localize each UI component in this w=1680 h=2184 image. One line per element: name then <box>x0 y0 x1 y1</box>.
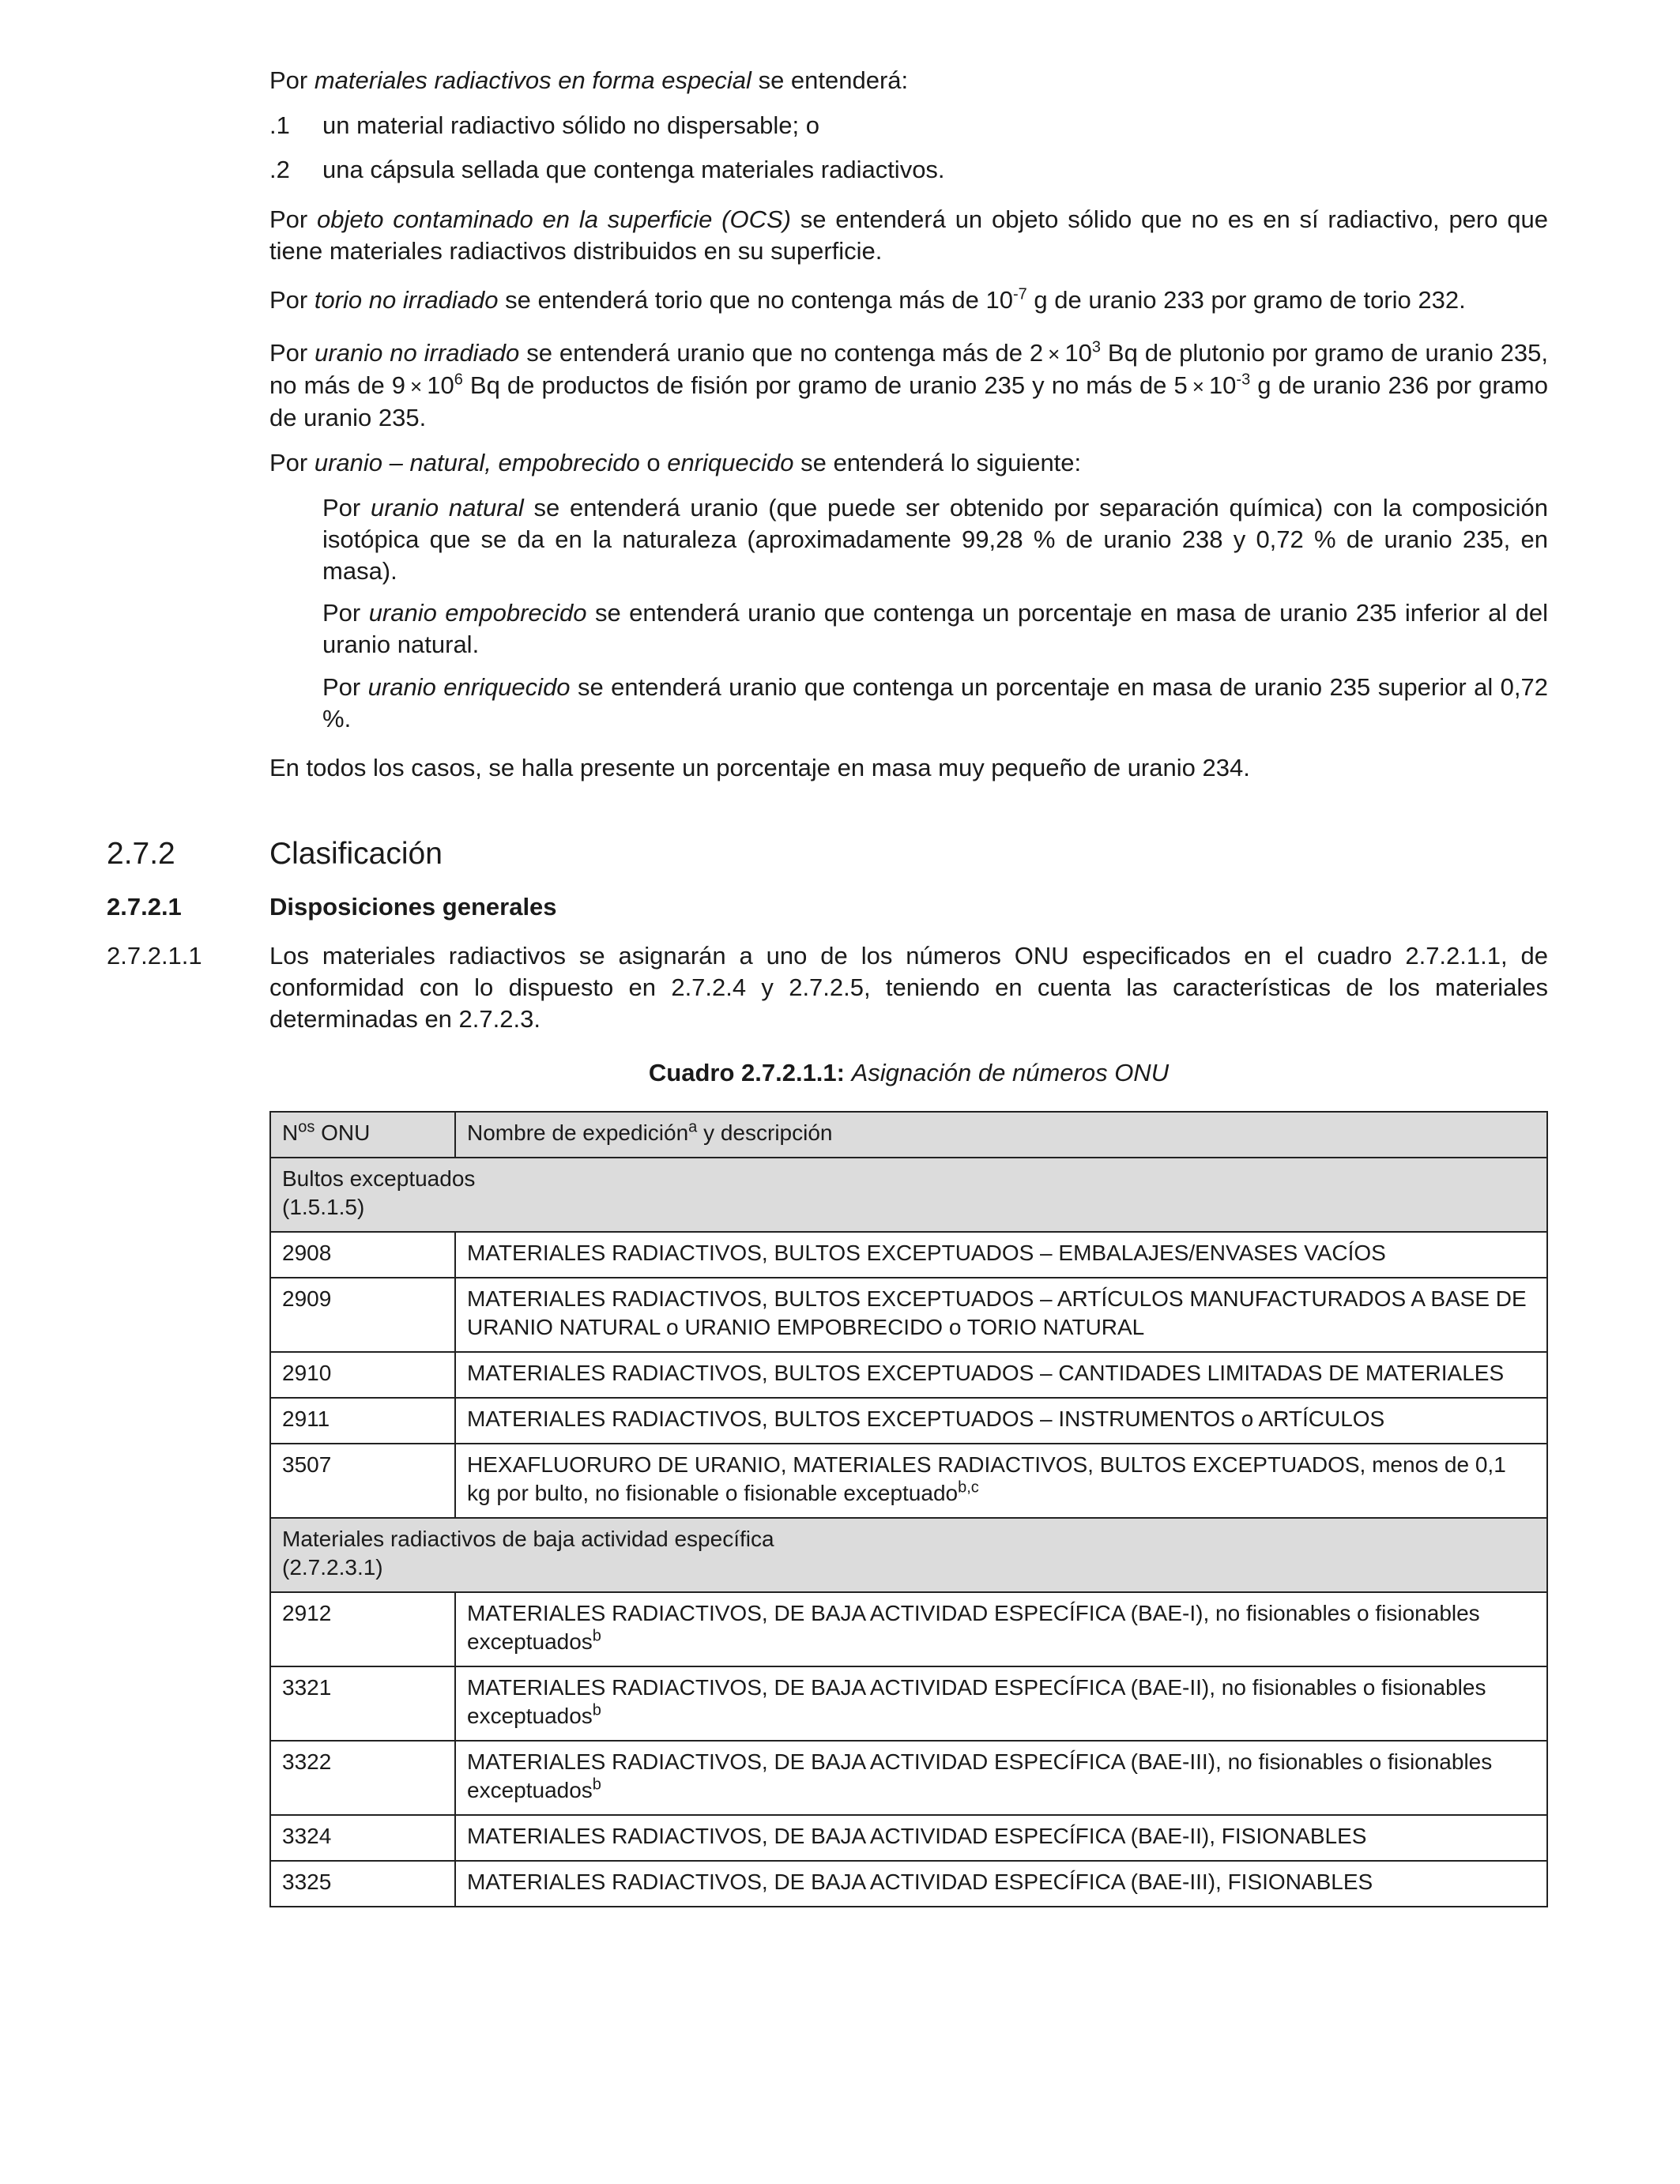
group-lsa-materials: Materiales radiactivos de baja actividad específica (2.7.2.3.1) <box>270 1518 1547 1592</box>
un-number: 3321 <box>270 1666 455 1741</box>
table-group-row <box>270 1518 1547 1592</box>
description: MATERIALES RADIACTIVOS, BULTOS EXCEPTUADOS – CANTIDADES LIMITADAS DE MATERIALES <box>455 1352 1547 1398</box>
group-excepted-packages: Bultos exceptuados (1.5.1.5) <box>270 1158 1547 1232</box>
list-marker: .2 <box>269 156 290 183</box>
subsection-title: Disposiciones generales <box>269 893 557 921</box>
table-row <box>270 1352 1547 1398</box>
paragraph-text: Los materiales radiactivos se asignarán a uno de los números ONU especificados en el cuadro 2.7.2.1.1, de conformidad con lo dispuesto en 2.7.2.4 y 2.7.2.5, teniendo en cuenta las características de los materiales determinadas en 2.7.2.3. <box>269 942 1548 1033</box>
list-item: un material radiactivo sólido no dispersable; o <box>322 111 819 139</box>
unirradiated-uranium-definition: Por uranio no irradiado se entenderá uranio que no contenga más de $2 \times 10^3$ Bq de plutonio por gramo de uranio 235, no más de $9 \times 10^6$ Bq de productos de fisión por gramo de uranio 235 y no más de $5 \times 10^{-3}$ g de uranio 236 por gramo de uranio 235. <box>269 338 1548 431</box>
table-row <box>270 1815 1547 1861</box>
table-row <box>270 1666 1547 1741</box>
un-number-table <box>269 1111 1548 1907</box>
un-number: 3322 <box>270 1741 455 1815</box>
header-un-numbers: $N^{os}$ ONU <box>270 1112 455 1158</box>
table-row <box>270 1278 1547 1352</box>
un-number: 2911 <box>270 1398 455 1444</box>
table-caption: Cuadro 2.7.2.1.1: Asignación de números ONU <box>648 1059 1170 1086</box>
un-number: 3507 <box>270 1444 455 1518</box>
description: MATERIALES RADIACTIVOS, BULTOS EXCEPTUADOS – EMBALAJES/ENVASES VACÍOS <box>455 1232 1547 1278</box>
natural-uranium-definition: Por uranio natural se entenderá uranio (que puede ser obtenido por separación química) con la composición isotópica que se da en la naturaleza (aproximadamente 99,28 % de uranio 238 y 0,72 % de uranio 235, en masa). <box>322 494 1549 585</box>
description: HEXAFLUORURO DE URANIO, MATERIALES RADIACTIVOS, BULTOS EXCEPTUADOS, menos de 0,1 kg por bulto, no fisionable o fisionable exceptuado$^{b,c}$ <box>455 1444 1547 1518</box>
description: MATERIALES RADIACTIVOS, DE BAJA ACTIVIDAD ESPECÍFICA (BAE-I), no fisionables o fisionables exceptuados$^b$ <box>455 1592 1547 1666</box>
table-row <box>270 1232 1547 1278</box>
table-row <box>270 1741 1547 1815</box>
thorium-definition: Por torio no irradiado se entenderá torio que no contenga más de $10^{-7}$ g de uranio 233 por gramo de torio 232. <box>269 285 1466 314</box>
table-row <box>270 1861 1547 1907</box>
section-title: Clasificación <box>269 837 443 871</box>
depleted-uranium-definition: Por uranio empobrecido se entenderá uranio que contenga un porcentaje en masa de uranio 235 inferior al del uranio natural. <box>322 599 1548 658</box>
un-number: 2908 <box>270 1232 455 1278</box>
list-item: una cápsula sellada que contenga materiales radiactivos. <box>322 156 945 183</box>
list-marker: .1 <box>269 111 290 139</box>
un-number: 2910 <box>270 1352 455 1398</box>
un-number: 3324 <box>270 1815 455 1861</box>
table-row <box>270 1444 1547 1518</box>
un-number: 2909 <box>270 1278 455 1352</box>
enriched-uranium-definition: Por uranio enriquecido se entenderá uranio que contenga un porcentaje en masa de uranio 235 superior al 0,72 %. <box>322 673 1548 732</box>
section-number: 2.7.2 <box>107 837 175 871</box>
description: MATERIALES RADIACTIVOS, BULTOS EXCEPTUADOS – ARTÍCULOS MANUFACTURADOS A BASE DE URANIO NATURAL o URANIO EMPOBRECIDO o TORIO NATURAL <box>455 1278 1547 1352</box>
description: MATERIALES RADIACTIVOS, BULTOS EXCEPTUADOS – INSTRUMENTOS o ARTÍCULOS <box>455 1398 1547 1444</box>
header-shipping-name: Nombre de expedición$^a$ y descripción <box>455 1112 1547 1158</box>
ocs-definition: Por objeto contaminado en la superficie (OCS) se entenderá un objeto sólido que no es en sí radiactivo, pero que tiene materiales radiactivos distribuidos en su superficie. <box>269 205 1548 265</box>
special-form-definition: Por materiales radiactivos en forma especial se entenderá: <box>269 66 909 94</box>
description: MATERIALES RADIACTIVOS, DE BAJA ACTIVIDAD ESPECÍFICA (BAE-III), no fisionables o fisionables exceptuados$^b$ <box>455 1741 1547 1815</box>
uranium-types-definition: Por uranio – natural, empobrecido o enriquecido se entenderá lo siguiente: <box>269 449 1082 476</box>
description: MATERIALES RADIACTIVOS, DE BAJA ACTIVIDAD ESPECÍFICA (BAE-II), FISIONABLES <box>455 1815 1547 1861</box>
paragraph-number: 2.7.2.1.1 <box>107 942 202 970</box>
table-row <box>270 1592 1547 1666</box>
un-number: 2912 <box>270 1592 455 1666</box>
description: MATERIALES RADIACTIVOS, DE BAJA ACTIVIDAD ESPECÍFICA (BAE-II), no fisionables o fisionables exceptuados$^b$ <box>455 1666 1547 1741</box>
subsection-number: 2.7.2.1 <box>107 893 182 921</box>
description: MATERIALES RADIACTIVOS, DE BAJA ACTIVIDAD ESPECÍFICA (BAE-III), FISIONABLES <box>455 1861 1547 1907</box>
all-cases-note: En todos los casos, se halla presente un porcentaje en masa muy pequeño de uranio 234. <box>269 754 1250 781</box>
un-number: 3325 <box>270 1861 455 1907</box>
table-row <box>270 1398 1547 1444</box>
table-group-row <box>270 1158 1547 1232</box>
table-header-row <box>270 1112 1547 1158</box>
